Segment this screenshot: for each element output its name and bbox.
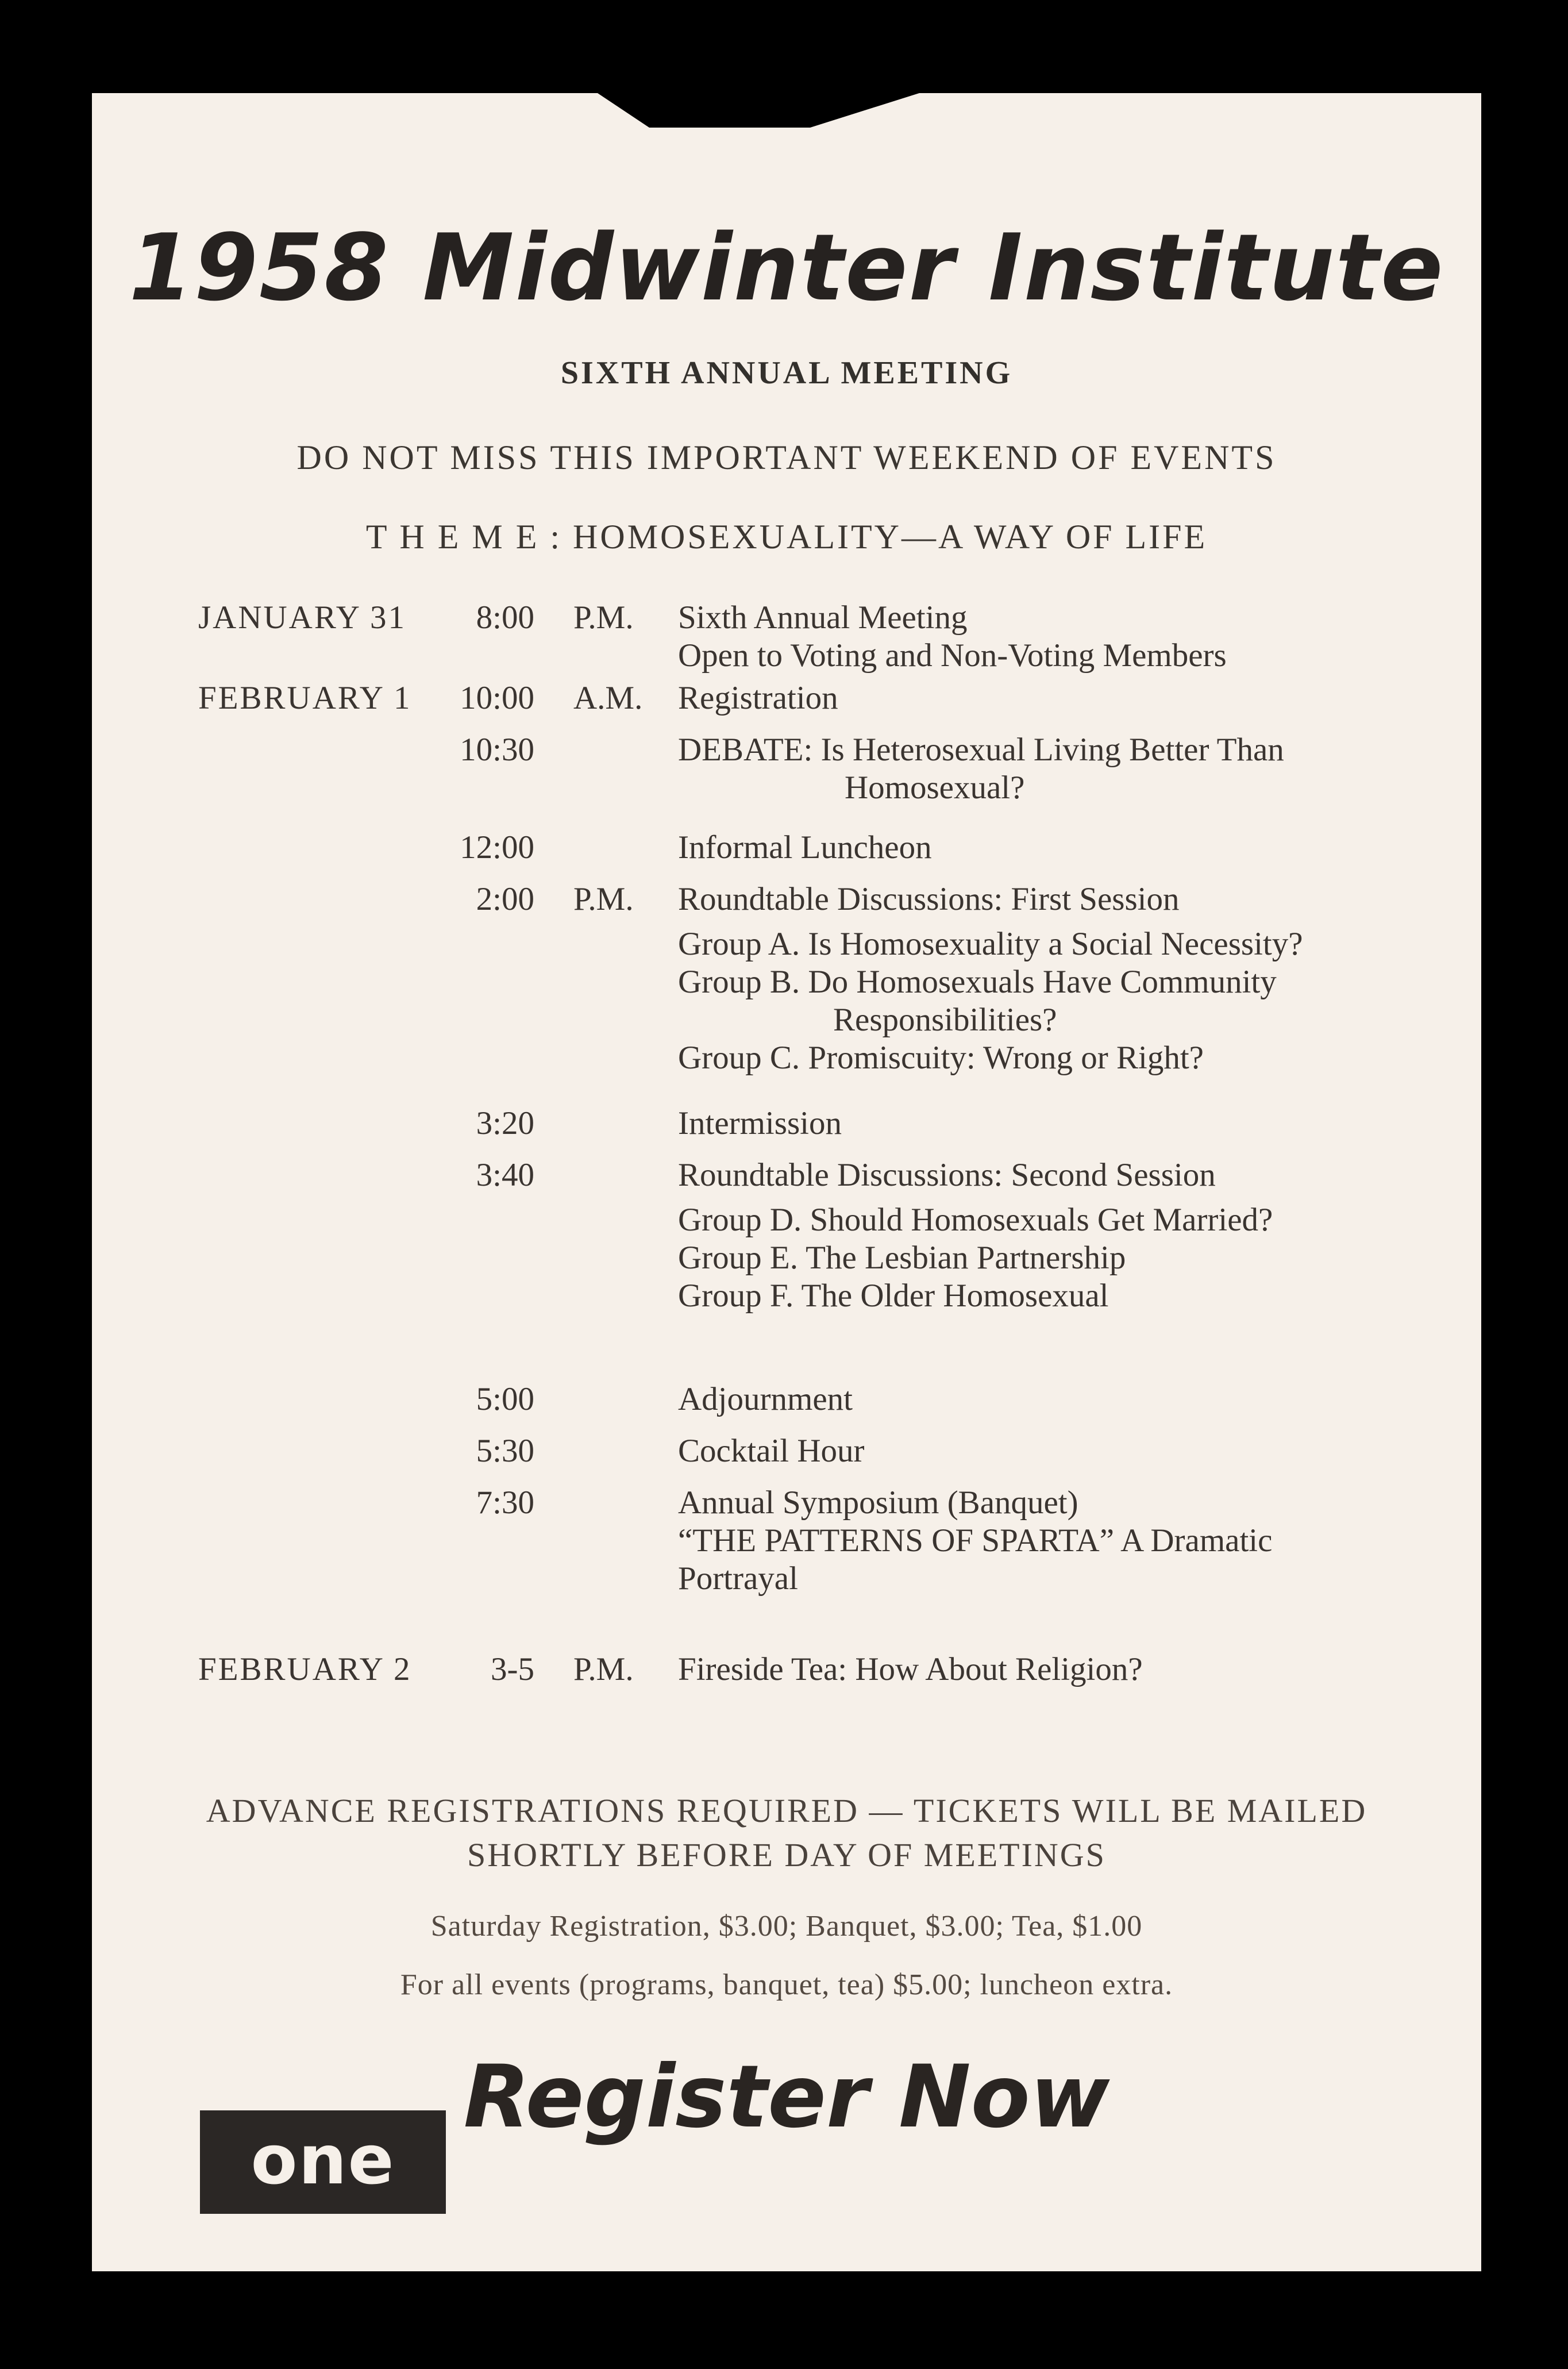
schedule-event-line: “THE PATTERNS OF SPARTA” A Dramatic [678,1522,1273,1559]
schedule-time: 8:00 [476,599,534,636]
schedule-event-line: Group B. Do Homosexuals Have Community [678,964,1277,1000]
meeting-subtitle: SIXTH ANNUAL MEETING [560,355,1013,391]
schedule-event-line: Responsibilities? [833,1002,1057,1038]
schedule-event-line: Group D. Should Homosexuals Get Married? [678,1202,1273,1238]
event-title: 1958 Midwinter Institute [129,214,1444,321]
schedule-event-line: Adjournment [678,1381,853,1417]
schedule-date: FEBRUARY 1 [198,680,412,716]
prices-line-1: Saturday Registration, $3.00; Banquet, $3.00; Tea, $1.00 [430,1910,1143,1943]
schedule-event [678,829,1390,867]
schedule-time: 3:20 [476,1105,534,1141]
schedule-date: JANUARY 31 [198,599,407,636]
prices-line-2: For all events (programs, banquet, tea) $5.00; luncheon extra. [400,1968,1173,2001]
schedule-event-line: Fireside Tea: How About Religion? [678,1651,1143,1687]
schedule-event-line: Homosexual? [845,770,1025,806]
register-now-heading: Register Now [463,2047,1110,2147]
theme-line: T H E M E : HOMOSEXUALITY—A WAY OF LIFE [365,518,1208,556]
schedule-event [678,1432,1390,1470]
schedule-time: 2:00 [476,881,534,917]
schedule-event [678,599,1390,675]
schedule-time: 7:30 [476,1485,534,1521]
schedule-ampm: A.M. [573,680,643,716]
flyer-page [92,93,1481,2271]
schedule-event-line: Portrayal [678,1560,798,1597]
schedule-event-line: Informal Luncheon [678,829,932,866]
schedule-ampm: P.M. [573,881,634,917]
schedule-event-line: Group E. The Lesbian Partnership [678,1240,1126,1276]
schedule-event-line: Group A. Is Homosexuality a Social Necessity? [678,926,1303,962]
schedule-time: 5:30 [476,1433,534,1469]
schedule-event-line: Registration [678,680,838,716]
schedule-event [678,1156,1390,1315]
schedule-event-line: Group F. The Older Homosexual [678,1278,1109,1314]
one-logo: one [200,2110,446,2214]
schedule-event [678,1105,1390,1143]
schedule-event-line: Roundtable Discussions: First Session [678,881,1180,917]
schedule-time: 3:40 [476,1157,534,1193]
schedule-event-line: Cocktail Hour [678,1433,865,1469]
schedule-time: 5:00 [476,1381,534,1417]
schedule-event [678,731,1390,807]
schedule-time: 12:00 [460,829,534,866]
schedule-date: FEBRUARY 2 [198,1651,412,1687]
schedule-event [678,1484,1390,1598]
schedule-event-line: Open to Voting and Non-Voting Members [678,637,1227,674]
schedule-event-line: Sixth Annual Meeting [678,599,968,636]
tagline: DO NOT MISS THIS IMPORTANT WEEKEND OF EVENTS [296,439,1277,476]
schedule-event-line: Annual Symposium (Banquet) [678,1485,1078,1521]
schedule-event [678,880,1390,1077]
schedule-event-line: Intermission [678,1105,842,1141]
schedule-time: 10:30 [460,732,534,768]
schedule-event-line: DEBATE: Is Heterosexual Living Better Than [678,732,1284,768]
schedule-ampm: P.M. [573,599,634,636]
schedule-event-line: Group C. Promiscuity: Wrong or Right? [678,1040,1204,1076]
registration-notice-line-1: ADVANCE REGISTRATIONS REQUIRED — TICKETS WILL BE MAILED [206,1792,1367,1829]
torn-notch [598,93,919,128]
schedule-time: 10:00 [460,680,534,716]
schedule-event [678,1651,1390,1689]
schedule-event-line: Roundtable Discussions: Second Session [678,1157,1216,1193]
schedule-time: 3-5 [491,1651,534,1687]
schedule-event [678,1380,1390,1418]
registration-notice-line-2: SHORTLY BEFORE DAY OF MEETINGS [467,1836,1106,1874]
schedule-ampm: P.M. [573,1651,634,1687]
schedule-event [678,679,1390,717]
